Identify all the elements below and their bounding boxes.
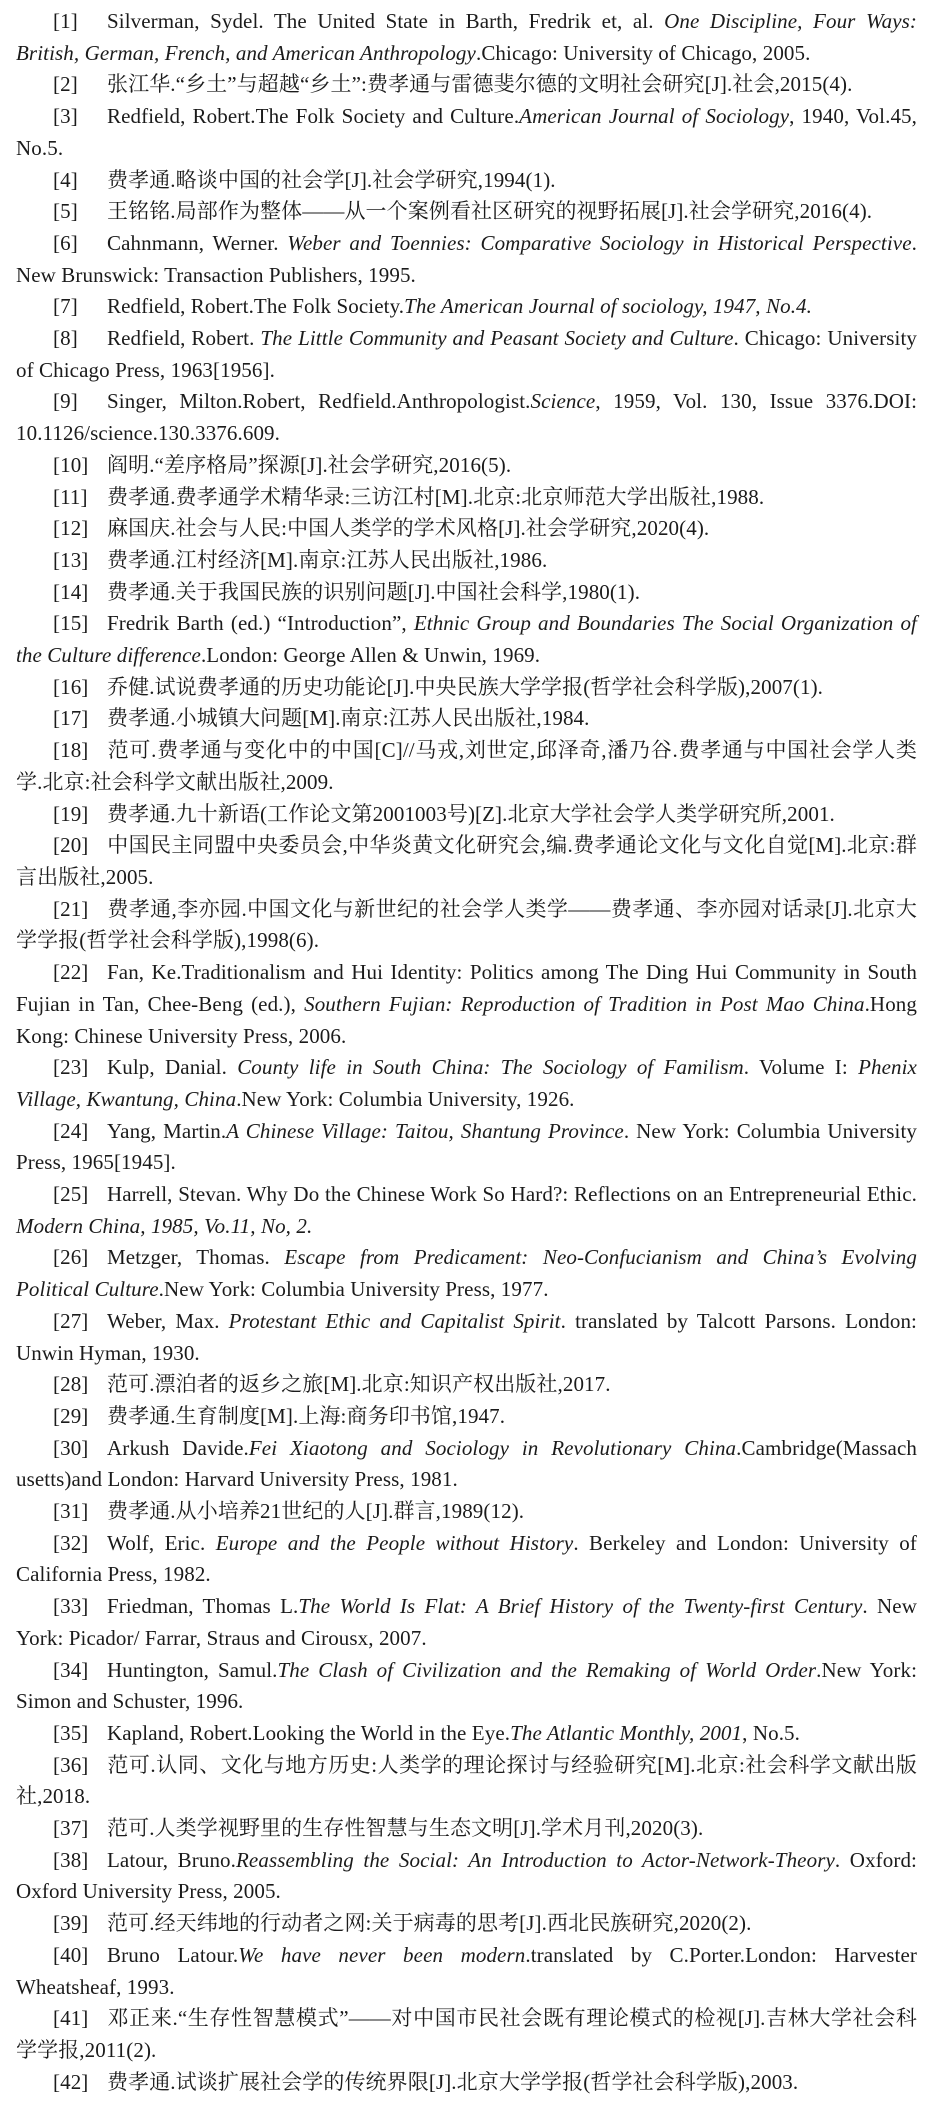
reference-number: [7] <box>53 294 78 319</box>
reference-item <box>16 545 917 577</box>
reference-title-italic: Ethnic Group and Boundaries The Social Organization of the Culture difference <box>16 611 917 668</box>
reference-text: 张江华.“乡土”与超越“乡土”:费孝通与雷德斐尔德的文明社会研究[J].社会,2015(4). <box>107 72 853 97</box>
reference-number: [1] <box>53 9 78 33</box>
reference-text: 范可.漂泊者的返乡之旅[M].北京:知识产权出版社,2017. <box>107 1372 611 1397</box>
reference-text: Huntington, Samul. <box>107 1657 278 1682</box>
reference-text: 王铭铭.局部作为整体——从一个案例看社区研究的视野拓展[J].社会学研究,2016(4). <box>107 199 873 224</box>
reference-text: Redfield, Robert.The Folk Society. <box>107 294 405 319</box>
reference-number: [34] <box>53 1657 89 1682</box>
reference-item <box>16 1591 917 1654</box>
reference-number: [21] <box>53 896 89 921</box>
reference-item <box>16 291 917 323</box>
reference-item <box>16 1908 917 1940</box>
reference-item <box>16 1940 917 2003</box>
reference-number: [9] <box>53 389 78 414</box>
reference-title-italic: We have never been modern <box>238 1942 526 1967</box>
reference-title-italic: Phenix Village, Kwantung, China <box>16 1055 917 1111</box>
reference-text: 阎明.“差序格局”探源[J].社会学研究,2016(5). <box>107 452 512 477</box>
reference-text: Fan, Ke.Traditionalism and Hui Identity: Politics among The Ding Hui Community in South Fujian in Tan, Chee-Beng (ed.), <box>16 960 917 1016</box>
reference-number: [28] <box>53 1372 89 1397</box>
reference-text: Friedman, Thomas L. <box>107 1594 299 1619</box>
reference-number: [39] <box>53 1911 89 1936</box>
reference-text: Arkush Davide. <box>107 1435 249 1460</box>
reference-item <box>16 2067 917 2099</box>
reference-item <box>16 672 917 704</box>
reference-item <box>16 386 917 449</box>
reference-item <box>16 2003 917 2066</box>
reference-text: .New York: Columbia University, 1926. <box>236 1086 575 1111</box>
reference-number: [25] <box>53 1182 89 1207</box>
reference-title-italic: The Atlantic Monthly, 2001 <box>510 1720 743 1745</box>
reference-number: [37] <box>53 1816 89 1841</box>
reference-text: 费孝通.试谈扩展社会学的传统界限[J].北京大学学报(哲学社会科学版),2003. <box>107 2069 799 2094</box>
reference-number: [17] <box>53 706 89 731</box>
reference-text: 邓正来.“生存性智慧模式”——对中国市民社会既有理论模式的检视[J].吉林大学社会科学学报,2011(2). <box>16 2006 917 2062</box>
reference-number: [33] <box>53 1594 89 1619</box>
reference-number: [8] <box>53 326 78 351</box>
reference-text: . New York: Columbia University Press, 1965[1945]. <box>16 1118 917 1175</box>
reference-number: [20] <box>53 833 89 858</box>
reference-item <box>16 1179 917 1242</box>
reference-title-italic: The Little Community and Peasant Society and Culture <box>260 326 734 351</box>
reference-title-italic: County life in South China: The Sociology of Familism <box>237 1055 744 1080</box>
reference-number: [11] <box>53 484 88 509</box>
reference-text: 范可.人类学视野里的生存性智慧与生态文明[J].学术月刊,2020(3). <box>107 1816 704 1841</box>
reference-text: .Chicago: University of Chicago, 2005. <box>475 40 811 65</box>
reference-number: [42] <box>53 2069 89 2094</box>
reference-text: Weber, Max. <box>107 1308 229 1333</box>
reference-text: .London: George Allen & Unwin, 1969. <box>200 643 541 668</box>
reference-text: . Berkeley and London: University of California Press, 1982. <box>16 1530 917 1587</box>
reference-text: 乔健.试说费孝通的历史功能论[J].中央民族大学学报(哲学社会科学版),2007(1). <box>107 674 824 699</box>
reference-item <box>16 735 917 798</box>
reference-item <box>16 1496 917 1528</box>
reference-text: 范可.费孝通与变化中的中国[C]//马戎,刘世定,邱泽奇,潘乃谷.费孝通与中国社会学人类学.北京:社会科学文献出版社,2009. <box>16 738 917 794</box>
reference-text: .translated by C.Porter.London: Harvester Wheatsheaf, 1993. <box>16 1942 917 1999</box>
reference-number: [16] <box>53 674 89 699</box>
reference-number: [27] <box>53 1308 89 1333</box>
reference-item <box>16 1306 917 1369</box>
reference-text: , 1940, Vol.45, No.5. <box>16 104 917 160</box>
reference-text: 费孝通,李亦园.中国文化与新世纪的社会学人类学——费孝通、李亦园对话录[J].北京大学学报(哲学社会科学版),1998(6). <box>16 896 917 953</box>
reference-text: 范可.认同、文化与地方历史:人类学的理论探讨与经验研究[M].北京:社会科学文献出版社,2018. <box>16 1752 917 1809</box>
reference-text: Yang, Martin. <box>107 1118 227 1143</box>
reference-text: 费孝通.关于我国民族的识别问题[J].中国社会科学,1980(1). <box>107 579 641 604</box>
reference-text: 费孝通.小城镇大问题[M].南京:江苏人民出版社,1984. <box>107 706 590 731</box>
reference-item <box>16 513 917 545</box>
reference-number: [38] <box>53 1847 89 1872</box>
reference-number: [41] <box>53 2006 89 2031</box>
reference-item <box>16 101 917 164</box>
reference-text: . translated by Talcott Parsons. London: Unwin Hyman, 1930. <box>16 1308 917 1365</box>
reference-number: [13] <box>53 547 89 572</box>
reference-item <box>16 1052 917 1115</box>
reference-text: Harrell, Stevan. Why Do the Chinese Work So Hard?: Reflections on an Entrepreneurial Ethic. <box>107 1182 917 1207</box>
reference-item <box>16 1655 917 1718</box>
reference-number: [32] <box>53 1530 89 1555</box>
reference-item <box>16 577 917 609</box>
reference-number: [14] <box>53 579 89 604</box>
reference-number: [22] <box>53 960 89 985</box>
reference-text: , No.5. <box>742 1720 800 1745</box>
reference-number: [19] <box>53 801 89 826</box>
reference-title-italic: Weber and Toennies: Comparative Sociology in Historical Perspective <box>287 230 912 255</box>
reference-title-italic: Science <box>530 389 596 414</box>
reference-item <box>16 1750 917 1813</box>
reference-item <box>16 196 917 228</box>
reference-number: [2] <box>53 72 78 97</box>
reference-number: [4] <box>53 167 78 192</box>
reference-number: [29] <box>53 1403 89 1428</box>
reference-item <box>16 799 917 831</box>
reference-item <box>16 1242 917 1305</box>
reference-item <box>16 6 917 69</box>
reference-number: [10] <box>53 452 89 477</box>
reference-item <box>16 1369 917 1401</box>
reference-item <box>16 608 917 671</box>
reference-title-italic: Fei Xiaotong and Sociology in Revolutionary China <box>248 1435 737 1460</box>
reference-text: 麻国庆.社会与人民:中国人类学的学术风格[J].社会学研究,2020(4). <box>107 516 710 541</box>
reference-text: .New York: Columbia University Press, 1977. <box>158 1277 549 1302</box>
reference-text: Fredrik Barth (ed.) “Introduction”, <box>107 611 414 636</box>
reference-text: . Oxford: Oxford University Press, 2005. <box>16 1847 917 1904</box>
reference-title-italic: One Discipline, Four Ways: British, German, French, and American Anthropology <box>16 9 917 65</box>
reference-number: [40] <box>53 1942 89 1967</box>
reference-title-italic: A Chinese Village: Taitou, Shantung Province <box>226 1118 624 1143</box>
reference-number: [12] <box>53 516 89 541</box>
reference-text: .Hong Kong: Chinese University Press, 2006. <box>16 991 917 1048</box>
reference-title-italic: Escape from Predicament: Neo-Confucianism and China’s Evolving Political Culture <box>16 1245 917 1302</box>
reference-text: .New York: Simon and Schuster, 1996. <box>16 1657 918 1714</box>
reference-text: Redfield, Robert.The Folk Society and Culture. <box>107 104 520 129</box>
reference-text: Cahnmann, Werner. <box>107 230 288 255</box>
reference-text: Singer, Milton.Robert, Redfield.Anthropologist. <box>107 389 531 414</box>
reference-item <box>16 323 917 386</box>
reference-text: 费孝通.略谈中国的社会学[J].社会学研究,1994(1). <box>107 167 556 192</box>
reference-number: [18] <box>53 738 89 763</box>
reference-title-italic: Europe and the People without History <box>215 1530 574 1555</box>
reference-item <box>16 450 917 482</box>
reference-item <box>16 1116 917 1179</box>
reference-item <box>16 1813 917 1845</box>
reference-text: 费孝通.生育制度[M].上海:商务印书馆,1947. <box>107 1403 506 1428</box>
reference-title-italic: Protestant Ethic and Capitalist Spirit <box>228 1308 561 1333</box>
reference-text: Redfield, Robert. <box>107 326 261 351</box>
reference-text: Metzger, Thomas. <box>107 1245 285 1270</box>
reference-item <box>16 894 917 957</box>
reference-title-italic: American Journal of Sociology <box>519 104 790 129</box>
reference-number: [15] <box>53 611 89 636</box>
reference-text: 费孝通.江村经济[M].南京:江苏人民出版社,1986. <box>107 547 548 572</box>
reference-text: Bruno Latour. <box>107 1942 239 1967</box>
reference-text: Wolf, Eric. <box>107 1530 216 1555</box>
reference-item <box>16 1433 917 1496</box>
reference-text: Kulp, Danial. <box>107 1055 238 1080</box>
reference-title-italic: The World Is Flat: A Brief History of the Twenty-first Century <box>298 1594 863 1619</box>
reference-text: 范可.经天纬地的行动者之网:关于病毒的思考[J].西北民族研究,2020(2). <box>107 1911 752 1936</box>
reference-text: , 1959, Vol. 130, Issue 3376.DOI: 10.1126/science.130.3376.609. <box>16 389 918 446</box>
reference-text: 费孝通.费孝通学术精华录:三访江村[M].北京:北京师范大学出版社,1988. <box>107 484 765 509</box>
reference-item <box>16 482 917 514</box>
reference-text: . New Brunswick: Transaction Publishers, 1995. <box>16 230 918 287</box>
reference-title-italic: The Clash of Civilization and the Remaking of World Order <box>277 1657 817 1682</box>
reference-number: [36] <box>53 1752 89 1777</box>
reference-number: [24] <box>53 1118 89 1143</box>
reference-item <box>16 228 917 291</box>
reference-text: . Chicago: University of Chicago Press, 1963[1956]. <box>16 326 917 382</box>
reference-text: . Volume I: <box>743 1055 859 1080</box>
reference-item <box>16 830 917 893</box>
reference-number: [30] <box>53 1435 89 1460</box>
reference-list <box>16 6 917 2098</box>
reference-text: 费孝通.从小培养21世纪的人[J].群言,1989(12). <box>107 1499 525 1524</box>
reference-item <box>16 69 917 101</box>
reference-text: Latour, Bruno. <box>107 1847 236 1872</box>
reference-number: [3] <box>53 104 78 129</box>
reference-number: [23] <box>53 1055 89 1080</box>
reference-title-italic: Southern Fujian: Reproduction of Tradition in Post Mao China <box>304 991 865 1016</box>
reference-item <box>16 1401 917 1433</box>
reference-number: [5] <box>53 199 78 224</box>
reference-title-italic: Modern China, 1985, Vo.11, No, 2. <box>16 1213 313 1238</box>
reference-item <box>16 703 917 735</box>
reference-text: .Cambridge(Massach usetts)and London: Harvard University Press, 1981. <box>16 1435 917 1492</box>
reference-text: . New York: Picador/ Farrar, Straus and Cirousx, 2007. <box>16 1594 917 1650</box>
reference-item <box>16 957 917 1052</box>
reference-item <box>16 1718 917 1750</box>
reference-number: [6] <box>53 230 78 255</box>
reference-item <box>16 165 917 197</box>
reference-title-italic: The American Journal of sociology, 1947, No.4. <box>404 294 813 319</box>
reference-number: [26] <box>53 1245 89 1270</box>
reference-item <box>16 1528 917 1591</box>
reference-number: [35] <box>53 1720 89 1745</box>
reference-text: Silverman, Sydel. The United State in Barth, Fredrik et, al. <box>107 9 665 33</box>
reference-text: 中国民主同盟中央委员会,中华炎黄文化研究会,编.费孝通论文化与文化自觉[M].北京:群言出版社,2005. <box>16 833 917 889</box>
reference-text: Kapland, Robert.Looking the World in the Eye. <box>107 1720 511 1745</box>
reference-number: [31] <box>53 1499 89 1524</box>
reference-title-italic: Reassembling the Social: An Introduction to Actor-Network-Theory <box>236 1847 835 1872</box>
reference-text: 费孝通.九十新语(工作论文第2001003号)[Z].北京大学社会学人类学研究所,2001. <box>107 801 835 826</box>
reference-item <box>16 1845 917 1908</box>
